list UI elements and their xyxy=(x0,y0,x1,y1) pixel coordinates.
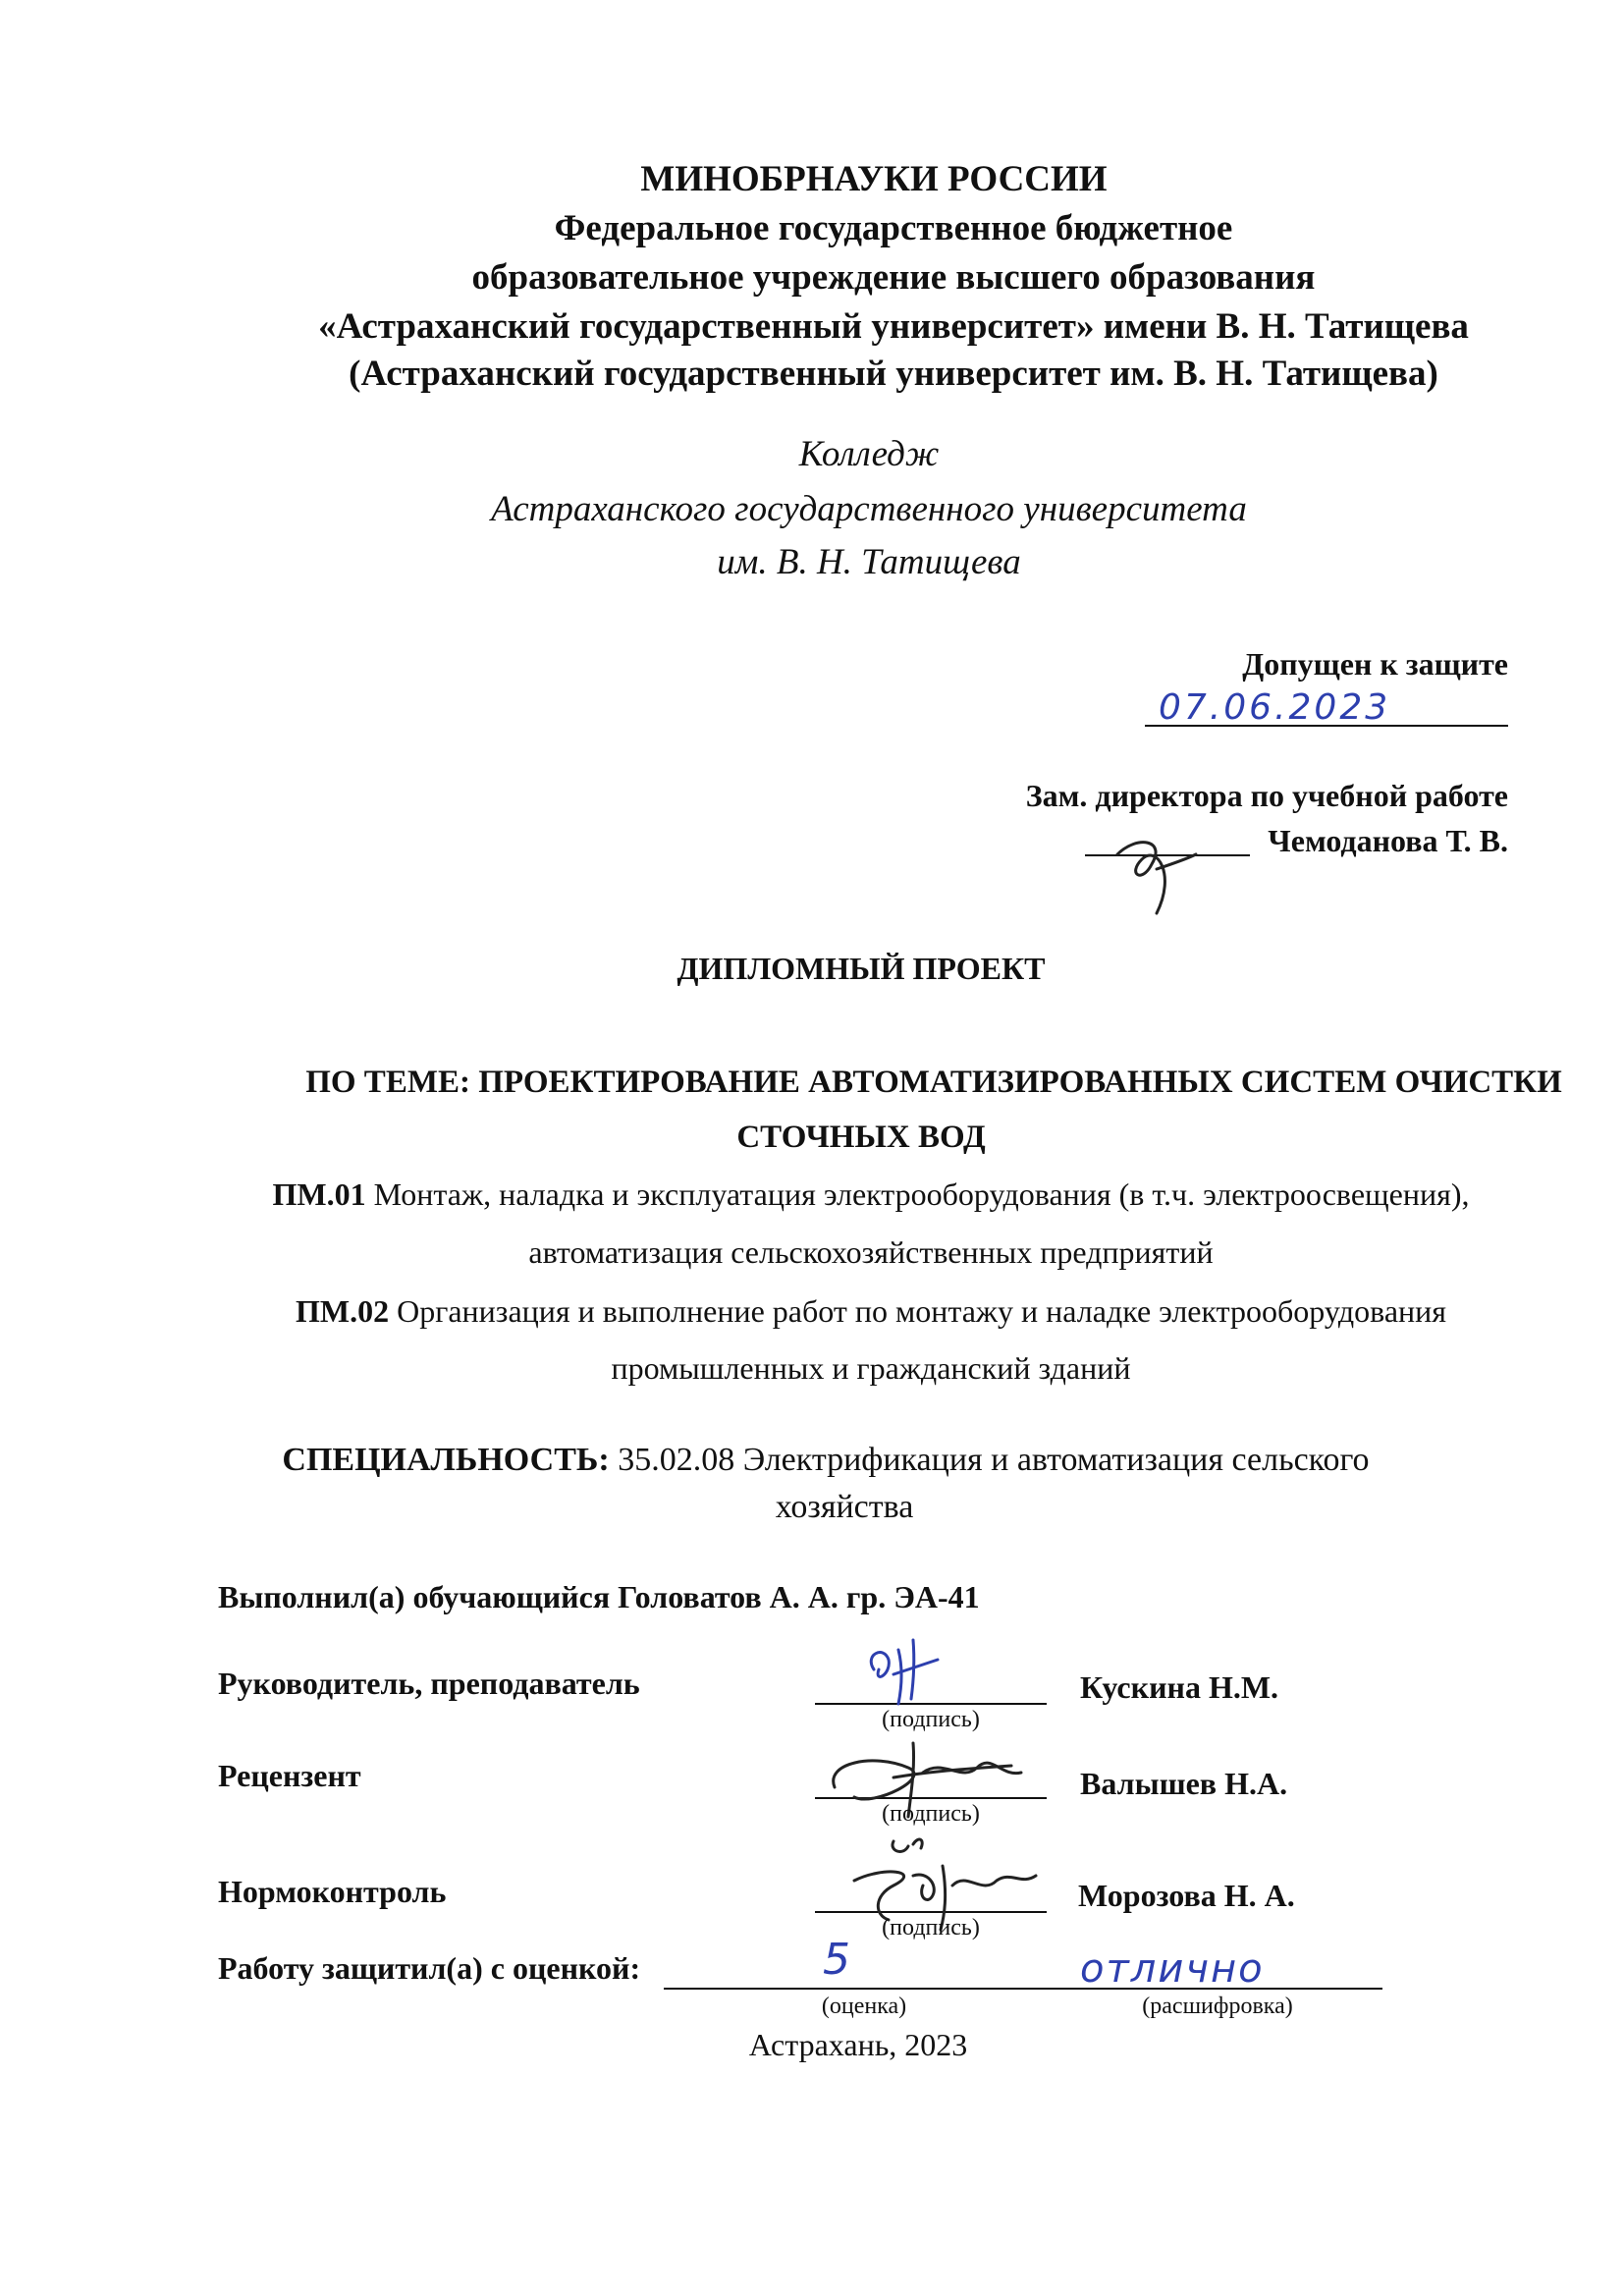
supervisor-signature-caption: (подпись) xyxy=(882,1707,980,1732)
college-name-line: им. В. Н. Татищева xyxy=(717,542,1021,582)
admitted-to-defense: Допущен к защите xyxy=(1242,646,1508,682)
supervisor-name: Кускина Н.М. xyxy=(1080,1669,1279,1705)
module-pm01-code: ПМ.01 xyxy=(272,1176,366,1212)
ministry-title: МИНОБРНАУКИ РОССИИ xyxy=(640,159,1108,199)
city-year: Астрахань, 2023 xyxy=(748,2027,968,2062)
specialty-text: 35.02.08 Электрификация и автоматизация сельского xyxy=(609,1442,1370,1478)
module-pm01-text: Монтаж, наладка и эксплуатация электрооборудования (в т.ч. электроосвещения), xyxy=(365,1176,1470,1212)
normcontrol-label: Нормоконтроль xyxy=(218,1874,447,1909)
module-pm02-code: ПМ.02 xyxy=(296,1293,390,1329)
grade-line xyxy=(664,1988,1382,1990)
module-pm02-line-1 xyxy=(0,1293,1624,1330)
module-pm02-line-2: промышленных и гражданский зданий xyxy=(611,1350,1131,1386)
deputy-signature xyxy=(1098,815,1206,923)
education-institution-line: образовательное учреждение высшего образования xyxy=(471,257,1316,298)
defense-label: Работу защитил(а) с оценкой: xyxy=(218,1950,641,1986)
normcontrol-name: Морозова Н. А. xyxy=(1078,1878,1295,1913)
handwritten-date: 07.06.2023 xyxy=(1159,687,1391,728)
date-underline xyxy=(1145,725,1508,727)
reviewer-label: Рецензент xyxy=(218,1758,361,1793)
university-full-name: «Астраханский государственный университет» имени В. Н. Татищева xyxy=(318,306,1469,347)
deputy-name: Чемоданова Т. В. xyxy=(1268,823,1508,858)
handwritten-grade: 5 xyxy=(823,1935,850,1985)
handwritten-grade-word: отлично xyxy=(1080,1946,1265,1992)
document-type: ДИПЛОМНЫЙ ПРОЕКТ xyxy=(677,951,1046,986)
performer-line: Выполнил(а) обучающийся Головатов А. А. гр. ЭА-41 xyxy=(218,1579,980,1614)
module-pm01-line-1 xyxy=(0,1176,1624,1213)
topic-line-1: ПО ТЕМЕ: ПРОЕКТИРОВАНИЕ АВТОМАТИЗИРОВАННЫХ СИСТЕМ ОЧИСТКИ xyxy=(305,1065,1562,1100)
reviewer-name: Валышев Н.А. xyxy=(1080,1766,1288,1801)
specialty-label: СПЕЦИАЛЬНОСТЬ: xyxy=(282,1442,610,1478)
normcontrol-signature-caption: (подпись) xyxy=(882,1915,980,1941)
deputy-director-position: Зам. директора по учебной работе xyxy=(1025,778,1508,813)
topic-line-2: СТОЧНЫХ ВОД xyxy=(736,1120,986,1155)
specialty-line-1 xyxy=(0,1442,1624,1479)
module-pm01-line-2: автоматизация сельскохозяйственных предприятий xyxy=(528,1234,1214,1270)
module-pm02-text: Организация и выполнение работ по монтажу и наладке электрооборудования xyxy=(389,1293,1446,1329)
college-university-line: Астраханского государственного университета xyxy=(491,489,1247,529)
specialty-line-2: хозяйства xyxy=(775,1489,914,1525)
grade-caption: (оценка) xyxy=(821,1994,907,2019)
federal-institution-line: Федеральное государственное бюджетное xyxy=(554,208,1233,248)
decoding-caption: (расшифровка) xyxy=(1142,1994,1293,2019)
reviewer-signature-caption: (подпись) xyxy=(882,1801,980,1827)
college-title: Колледж xyxy=(798,434,940,474)
supervisor-signature xyxy=(854,1630,962,1709)
university-short-name: (Астраханский государственный университет им. В. Н. Татищева) xyxy=(349,354,1438,394)
supervisor-label: Руководитель, преподаватель xyxy=(218,1666,640,1701)
